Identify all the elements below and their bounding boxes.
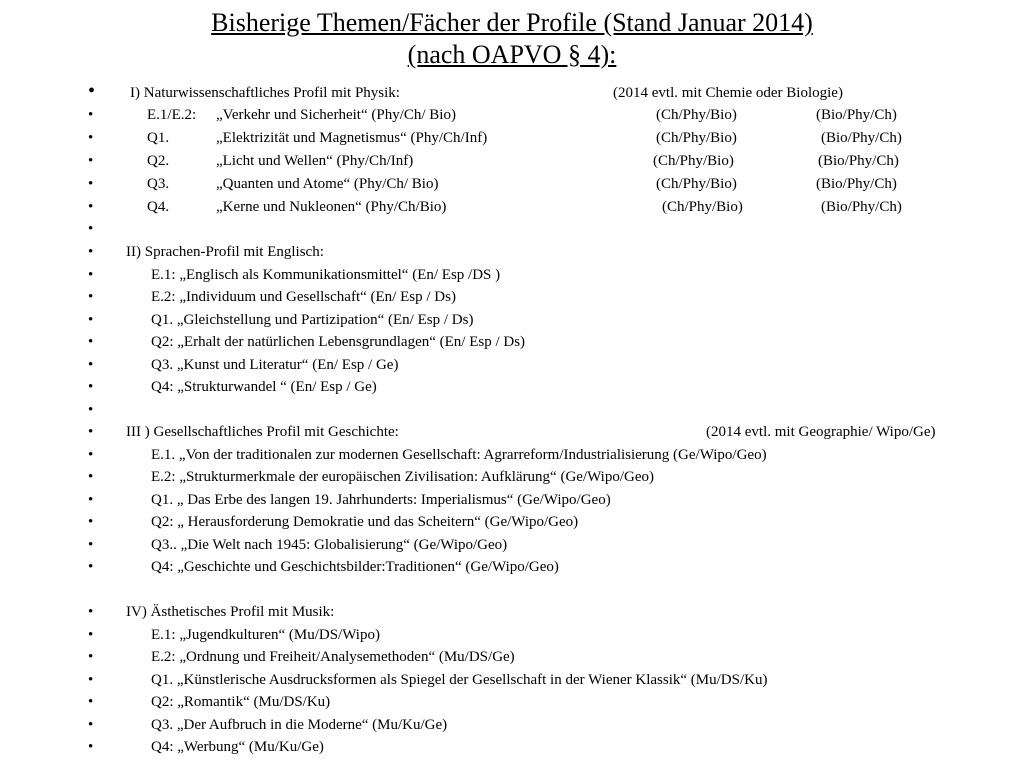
section-heading: IV) Ästhetisches Profil mit Musik: <box>126 604 335 620</box>
item-text: E.1: „Jugendkulturen“ (Mu/DS/Wipo) <box>151 627 380 643</box>
item-text: Q4: „Strukturwandel “ (En/ Esp / Ge) <box>151 379 377 395</box>
list-item <box>0 624 1024 646</box>
item-text: „Verkehr und Sicherheit“ (Phy/Ch/ Bio) <box>216 107 456 123</box>
item-text: „Kerne und Nukleonen“ (Phy/Ch/Bio) <box>216 199 447 215</box>
bullet-icon: • <box>88 627 94 643</box>
item-alt-2: (Bio/Phy/Ch) <box>821 199 902 215</box>
section-note: (2014 evtl. mit Chemie oder Biologie) <box>613 85 843 101</box>
page-title: Bisherige Themen/Fächer der Profile (Stand Januar 2014) <box>211 8 813 37</box>
item-text: „Licht und Wellen“ (Phy/Ch/Inf) <box>216 153 414 169</box>
bullet-icon: • <box>88 176 94 192</box>
item-code: Q1. <box>147 130 170 146</box>
item-code: Q3. <box>147 176 170 192</box>
list-item <box>0 534 1024 556</box>
bullet-icon: • <box>88 289 94 305</box>
item-text: Q3. „Der Aufbruch in die Moderne“ (Mu/Ku/Ge) <box>151 717 448 733</box>
item-alt-1: (Ch/Phy/Bio) <box>656 107 737 123</box>
list-item <box>0 150 1024 172</box>
list-item <box>0 286 1024 308</box>
list-item-section-3 <box>0 421 1024 443</box>
list-item <box>0 354 1024 376</box>
bullet-icon: • <box>88 312 94 328</box>
list-item <box>0 173 1024 195</box>
bullet-icon: • <box>88 537 94 553</box>
bullet-icon: • <box>88 244 94 260</box>
list-item <box>0 376 1024 398</box>
item-text: Q1. „Künstlerische Ausdrucksformen als Spiegel der Gesellschaft in der Wiener Klassik“ (Mu/DS/Ku) <box>151 672 768 688</box>
list-item <box>0 331 1024 353</box>
page-subtitle: (nach OAPVO § 4): <box>407 40 617 69</box>
bullet-icon: • <box>88 447 94 463</box>
list-item <box>0 104 1024 126</box>
list-item-empty <box>0 218 1024 240</box>
list-item <box>0 556 1024 578</box>
item-text: E.1: „Englisch als Kommunikationsmittel“ (En/ Esp /DS ) <box>151 267 501 283</box>
item-text: Q3. „Kunst und Literatur“ (En/ Esp / Ge) <box>151 357 399 373</box>
list-item-section-2 <box>0 241 1024 263</box>
item-text: Q2: „Erhalt der natürlichen Lebensgrundlagen“ (En/ Esp / Ds) <box>151 334 526 350</box>
list-item <box>0 691 1024 713</box>
item-text: „Quanten und Atome“ (Phy/Ch/ Bio) <box>216 176 439 192</box>
item-alt-2: (Bio/Phy/Ch) <box>816 107 897 123</box>
item-text: Q1. „Gleichstellung und Partizipation“ (En/ Esp / Ds) <box>151 312 474 328</box>
item-code: Q2. <box>147 153 170 169</box>
list-item <box>0 127 1024 149</box>
section-heading: III ) Gesellschaftliches Profil mit Geschichte: <box>126 424 399 440</box>
bullet-icon: • <box>88 80 96 102</box>
bullet-icon: • <box>88 424 94 440</box>
bullet-icon: • <box>88 130 94 146</box>
bullet-icon: • <box>88 153 94 169</box>
item-text: Q4: „Geschichte und Geschichtsbilder:Traditionen“ (Ge/Wipo/Geo) <box>151 559 559 575</box>
list-item <box>0 511 1024 533</box>
item-code: E.1/E.2: <box>147 107 197 123</box>
item-text: Q2: „Romantik“ (Mu/DS/Ku) <box>151 694 331 710</box>
item-text: Q2: „ Herausforderung Demokratie und das Scheitern“ (Ge/Wipo/Geo) <box>151 514 579 530</box>
item-text: Q3.. „Die Welt nach 1945: Globalisierung“ (Ge/Wipo/Geo) <box>151 537 508 553</box>
section-note: (2014 evtl. mit Geographie/ Wipo/Ge) <box>706 424 936 440</box>
item-alt-1: (Ch/Phy/Bio) <box>662 199 743 215</box>
list-item <box>0 736 1024 758</box>
item-alt-1: (Ch/Phy/Bio) <box>653 153 734 169</box>
item-alt-2: (Bio/Phy/Ch) <box>818 153 899 169</box>
list-item <box>0 264 1024 286</box>
bullet-icon: • <box>88 739 94 755</box>
bullet-icon: • <box>88 199 94 215</box>
list-item <box>0 646 1024 668</box>
item-text: E.1. „Von der traditionalen zur modernen Gesellschaft: Agrarreform/Industrialisierung (Ge/Wipo/Geo) <box>151 447 767 463</box>
list-item <box>0 466 1024 488</box>
list-item <box>0 444 1024 466</box>
list-item <box>0 196 1024 218</box>
list-item-section-4 <box>0 601 1024 623</box>
bullet-icon: • <box>88 694 94 710</box>
bullet-icon: • <box>88 379 94 395</box>
item-text: E.2: „Strukturmerkmale der europäischen Zivilisation: Aufklärung“ (Ge/Wipo/Geo) <box>151 469 654 485</box>
section-heading: I) Naturwissenschaftliches Profil mit Physik: <box>130 85 400 101</box>
bullet-icon: • <box>88 649 94 665</box>
bullet-icon: • <box>88 514 94 530</box>
bullet-icon: • <box>88 604 94 620</box>
item-text: Q1. „ Das Erbe des langen 19. Jahrhunderts: Imperialismus“ (Ge/Wipo/Geo) <box>151 492 611 508</box>
item-text: E.2: „Ordnung und Freiheit/Analysemethoden“ (Mu/DS/Ge) <box>151 649 515 665</box>
item-alt-2: (Bio/Phy/Ch) <box>816 176 897 192</box>
bullet-icon: • <box>88 469 94 485</box>
bullet-icon: • <box>88 221 94 237</box>
item-text: „Elektrizität und Magnetismus“ (Phy/Ch/Inf) <box>216 130 488 146</box>
bullet-icon: • <box>88 672 94 688</box>
bullet-icon: • <box>88 559 94 575</box>
item-text: Q4: „Werbung“ (Mu/Ku/Ge) <box>151 739 324 755</box>
list-item <box>0 309 1024 331</box>
bullet-icon: • <box>88 717 94 733</box>
list-item-empty <box>0 399 1024 421</box>
list-item <box>0 489 1024 511</box>
bullet-icon: • <box>88 267 94 283</box>
list-item <box>0 714 1024 736</box>
bullet-icon: • <box>88 402 94 418</box>
item-alt-1: (Ch/Phy/Bio) <box>656 130 737 146</box>
bullet-icon: • <box>88 334 94 350</box>
item-text: E.2: „Individuum und Gesellschaft“ (En/ Esp / Ds) <box>151 289 456 305</box>
bullet-icon: • <box>88 357 94 373</box>
item-alt-2: (Bio/Phy/Ch) <box>821 130 902 146</box>
list-item-section-1 <box>0 82 1024 104</box>
item-alt-1: (Ch/Phy/Bio) <box>656 176 737 192</box>
bullet-icon: • <box>88 492 94 508</box>
section-heading: II) Sprachen-Profil mit Englisch: <box>126 244 324 260</box>
bullet-icon: • <box>88 107 94 123</box>
list-item <box>0 669 1024 691</box>
item-code: Q4. <box>147 199 170 215</box>
